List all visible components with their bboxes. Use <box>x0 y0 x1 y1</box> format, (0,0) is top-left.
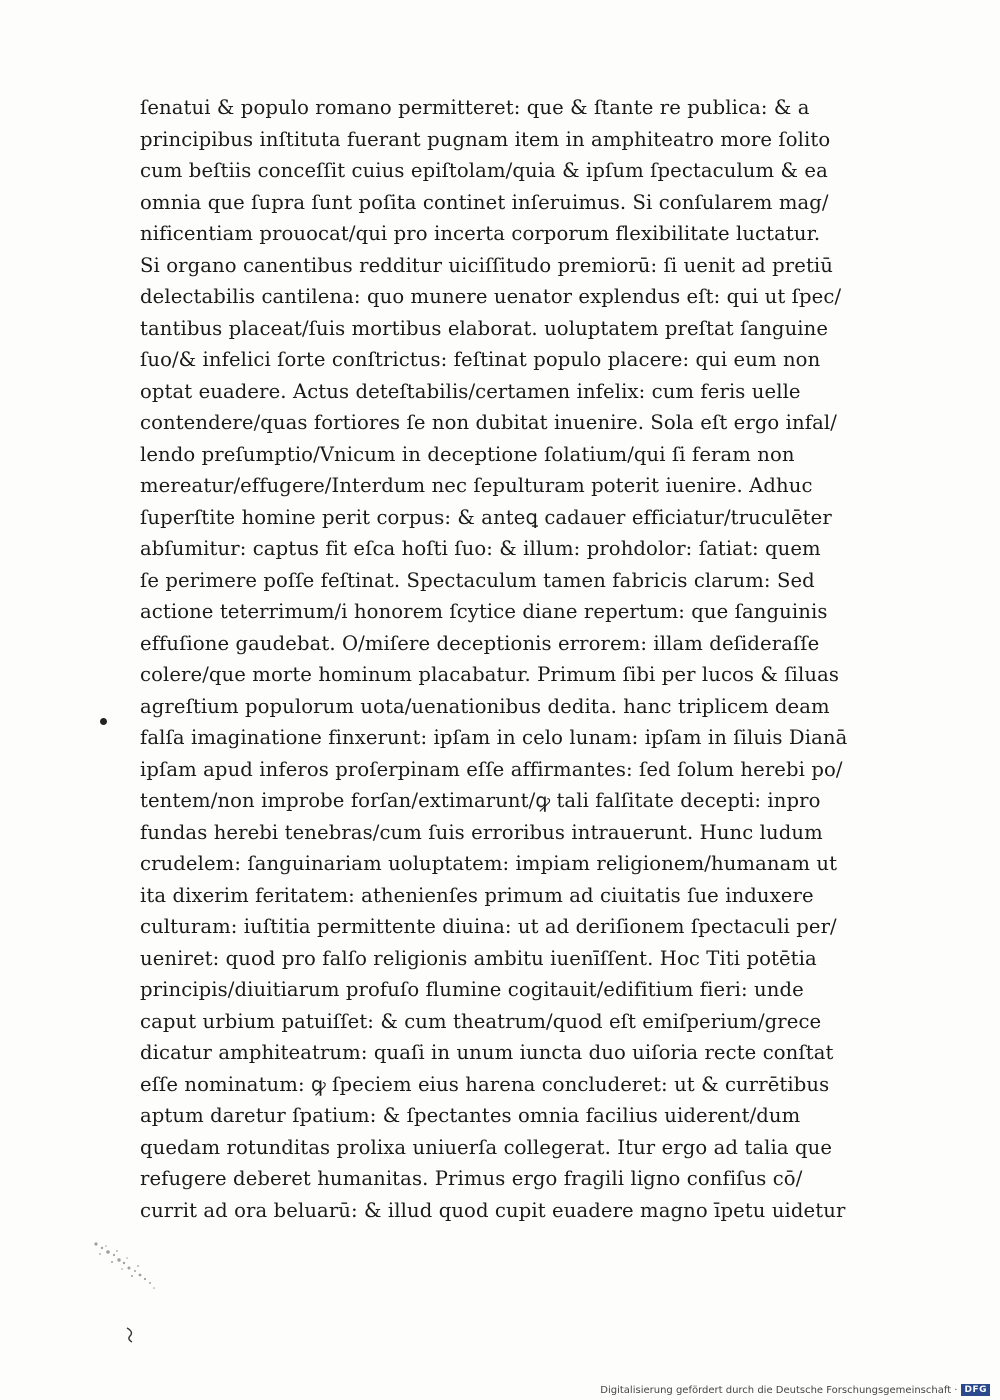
text-line: ſe perimere poſſe feſtinat. Spectaculum tamen fabricis clarum: Sed <box>140 568 815 592</box>
text-line: fundas herebi tenebras/cum ſuis erroribus intrauerunt. Hunc ludum <box>140 820 823 844</box>
text-line: ipſam apud inferos proſerpinam eſſe affirmantes: ſed ſolum herebi po/ <box>140 757 843 781</box>
text-line: ſuperſtite homine perit corpus: & anteꝗ cadauer efficiatur/truculēter <box>140 505 832 529</box>
footer-credit-text: Digitalisierung gefördert durch die Deutsche Forschungsgemeinschaft · <box>600 1384 958 1396</box>
text-line: quedam rotunditas prolixa uniuerſa collegerat. Itur ergo ad talia que <box>140 1135 833 1159</box>
text-line: culturam: iuſtitia permittente diuina: ut ad deriſionem ſpectaculi per/ <box>140 915 837 938</box>
text-line: refugere deberet humanitas. Primus ergo fragili ligno confiſus cō/ <box>140 1167 803 1190</box>
text-line: dicatur amphiteatrum: quaſi in unum iuncta duo uiſoria recte conſtat <box>140 1041 834 1064</box>
text-line: agreſtium populorum uota/uenationibus dedita. hanc triplicem deam <box>140 694 830 718</box>
dfg-logo: DFG <box>961 1384 990 1396</box>
text-block <box>140 92 900 1226</box>
ink-smudge <box>88 1238 168 1298</box>
ink-dot-mark <box>100 718 107 725</box>
text-line: falſa imaginatione finxerunt: ipſam in celo lunam: ipſam in ſiluis Dianā <box>140 726 848 749</box>
text-line: principibus inſtituta fuerant pugnam item in amphiteatro more ſolito <box>140 127 831 151</box>
text-line: ſuo/& infelici ſorte conſtrictus: feſtinat populo placere: qui eum non <box>140 348 821 371</box>
text-line: optat euadere. Actus deteſtabilis/certamen infelix: cum feris uelle <box>140 379 801 403</box>
text-line: tantibus placeat/ſuis mortibus elaborat. uoluptatem preſtat ſanguine <box>140 316 829 340</box>
text-line: lendo preſumptio/Vnicum in deceptione ſolatium/qui ſi feram non <box>140 442 795 466</box>
text-line: contendere/quas fortiores ſe non dubitat inuenire. Sola eſt ergo infal/ <box>140 411 837 434</box>
text-line: ita dixerim feritatem: athenienſes primum ad ciuitatis ſue induxere <box>140 883 814 907</box>
text-line: ſenatui & populo romano permitteret: que & ſtante re publica: & a <box>140 96 810 119</box>
text-line: colere/que morte hominum placabatur. Primum ſibi per lucos & ſiluas <box>140 663 840 686</box>
text-line: principis/diuitiarum profuſo flumine cogitauit/edifitium fieri: unde <box>140 978 804 1001</box>
text-line: eſſe nominatum: ꝙ ſpeciem eius harena concluderet: ut & currētibus <box>140 1072 830 1096</box>
text-line: delectabilis cantilena: quo munere uenator explendus eſt: qui ut ſpec/ <box>140 285 842 308</box>
text-line: cum beſtiis conceſſit cuius epiſtolam/quia & ipſum ſpectaculum & ea <box>140 159 828 182</box>
text-line: tentem/non improbe forſan/extimarunt/ꝙ tali falſitate decepti: inpro <box>140 789 821 812</box>
text-line: currit ad ora beluarū: & illud quod cupit euadere magno īpetu uidetur <box>140 1198 846 1222</box>
text-line: Si organo canentibus redditur uiciſſitudo premiorū: ſi uenit ad pretiū <box>140 253 834 277</box>
text-line: crudelem: ſanguinariam uoluptatem: impiam religionem/humanam ut <box>140 852 838 875</box>
ink-stroke-mark <box>124 1326 138 1344</box>
text-line: effuſione gaudebat. O/miſere deceptionis errorem: illam deſideraſſe <box>140 631 820 655</box>
text-line: ueniret: quod pro falſo religionis ambitu iuenīſſent. Hoc Titi potētia <box>140 946 817 970</box>
digitization-footer <box>600 1384 990 1396</box>
text-line: abſumitur: captus fit eſca hoſti ſuo: & illum: prohdolor: ſatiat: quem <box>140 537 821 560</box>
text-line: mereatur/effugere/Interdum nec ſepulturam poterit iuenire. Adhuc <box>140 474 813 497</box>
text-line: aptum daretur ſpatium: & ſpectantes omnia facilius uiderent/dum <box>140 1104 801 1127</box>
text-line: nificentiam prouocat/qui pro incerta corporum flexibilitate luctatur. <box>140 222 821 245</box>
text-line: omnia que ſupra ſunt poſita continet inſeruimus. Si conſularem mag/ <box>140 190 829 214</box>
text-line: actione teterrimum/i honorem ſcytice diane repertum: que ſanguinis <box>140 600 828 623</box>
text-line: caput urbium patuiſſet: & cum theatrum/quod eſt emiſperium/grece <box>140 1009 822 1033</box>
